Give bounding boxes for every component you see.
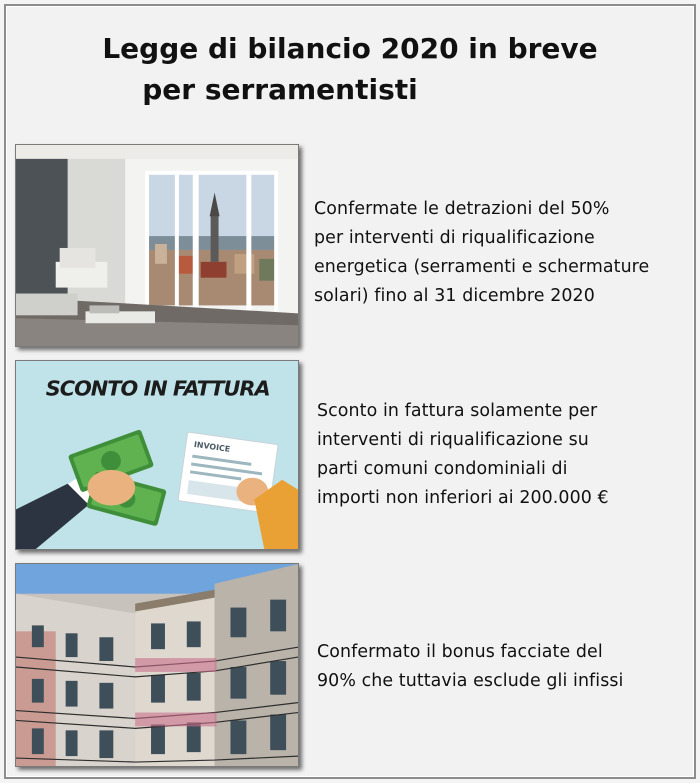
item-2-line-4: importi non inferiori ai 200.000 € (317, 488, 609, 508)
title-line-2: per serramentisti (142, 73, 418, 106)
item-2-text (317, 397, 697, 513)
item-1-line-2: per interventi di riqualificazione (314, 228, 595, 248)
item-3-text (317, 638, 697, 696)
item-1-line-3: energetica (serramenti e schermature (314, 257, 650, 277)
item-3-line-1: Confermato il bonus facciate del (317, 642, 603, 662)
title-line-1: Legge di bilancio 2020 in breve (102, 32, 598, 65)
item-1-text (314, 195, 694, 311)
item-2-line-2: interventi di riqualificazione su (317, 430, 589, 450)
building-facade-image (15, 563, 299, 767)
item-2-line-1: Sconto in fattura solamente per (317, 401, 598, 421)
interior-windows-image (15, 144, 299, 347)
item-1-line-1: Confermate le detrazioni del 50% (314, 199, 610, 219)
banner-text: SCONTO IN FATTURA (45, 376, 270, 401)
page-title (0, 28, 700, 110)
item-3-line-2: 90% che tuttavia esclude gli infissi (317, 671, 624, 691)
invoice-discount-illustration (15, 360, 299, 550)
item-1-line-4: solari) fino al 31 dicembre 2020 (314, 286, 595, 306)
invoice-label: INVOICE (193, 439, 231, 454)
item-2-line-3: parti comuni condominiali di (317, 459, 568, 479)
